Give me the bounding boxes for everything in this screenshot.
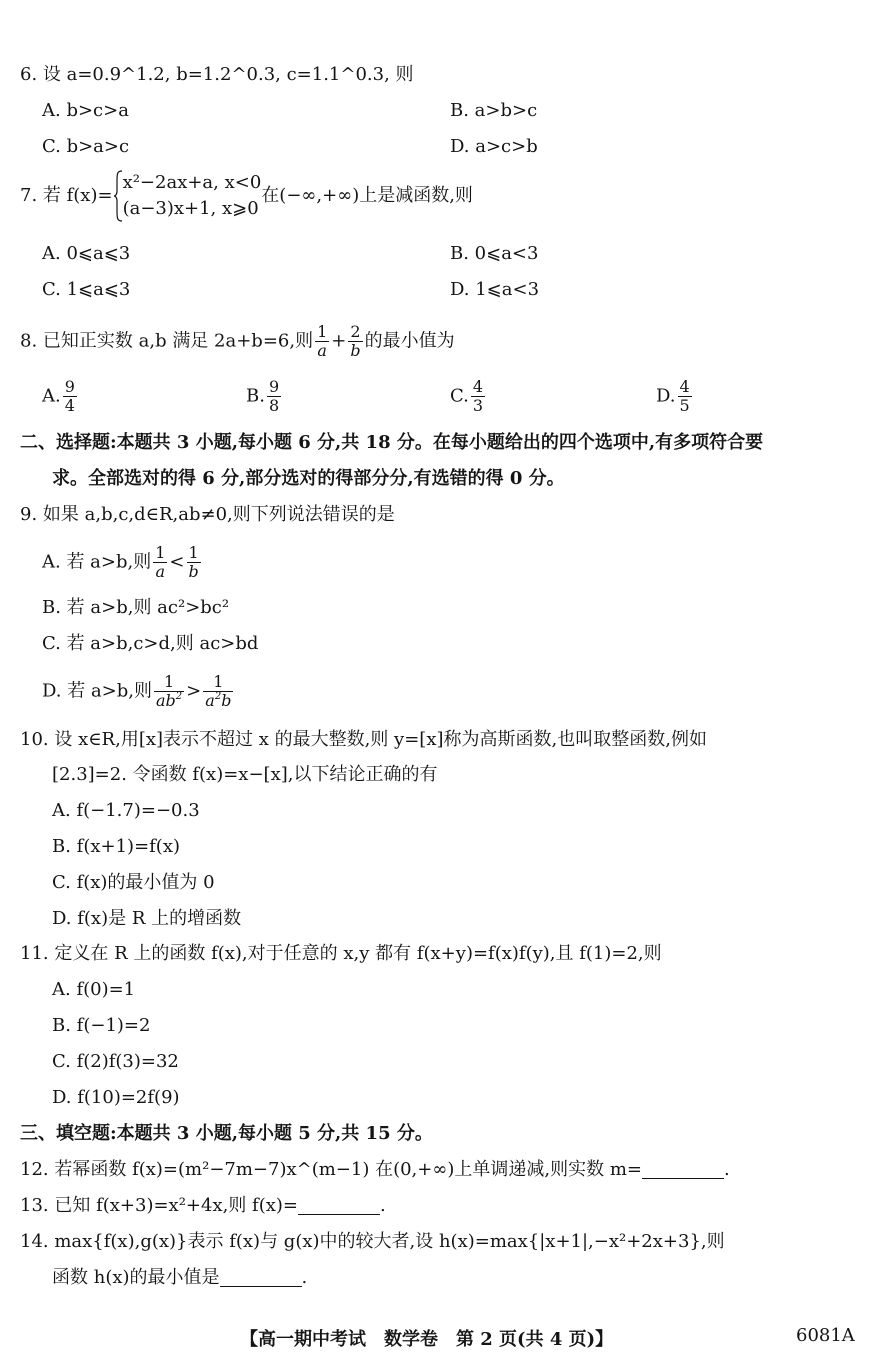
q9-a-frac-1-over-a — [153, 544, 167, 581]
q8-c-num: 4 — [472, 377, 484, 396]
q9-a-f1-den: a — [155, 562, 166, 581]
q8-b-num: 9 — [268, 377, 280, 396]
q9-d-f1-den: $ab^2$ — [156, 691, 183, 710]
q9-d-f2-num: 1 — [203, 673, 233, 692]
q13-answer-blank[interactable] — [298, 1196, 380, 1215]
q8-frac2-num: 2 — [348, 323, 362, 342]
q9-d-frac-1-over-a2b — [203, 673, 233, 710]
q9-option-c: C. 若 a>b,c>d,则 ac>bd — [42, 633, 259, 654]
q12-text: 12. 若幂函数 f(x)=(m²−7m−7)x^(m−1) 在(0,+∞)上单调递减,则实数 m= — [20, 1159, 642, 1180]
q8-d-num: 4 — [679, 377, 690, 396]
q8-a-num: 9 — [64, 377, 75, 396]
q8-plus: + — [331, 330, 347, 352]
q14-stem: 14. max{f(x),g(x)}表示 f(x)与 g(x)中的较大者,设 h(x)=max{|x+1|,−x²+2x+3},则 — [20, 1231, 725, 1252]
section3-heading: 三、填空题:本题共 3 小题,每小题 5 分,共 15 分。 — [20, 1123, 433, 1144]
q8-suffix: 的最小值为 — [364, 330, 455, 352]
q7-case-1: x²−2ax+a, x<0 — [122, 172, 262, 193]
q13-stem — [20, 1193, 386, 1219]
q8-frac1-den: a — [317, 341, 327, 360]
q7-option-d: D. 1⩽a<3 — [450, 279, 540, 300]
q10-stem-cont: [2.3]=2. 令函数 f(x)=x−[x],以下结论正确的有 — [52, 764, 438, 785]
q10-option-a: A. f(−1.7)=−0.3 — [52, 800, 200, 821]
q9-a-frac-1-over-b — [187, 544, 201, 581]
q11-option-c: C. f(2)f(3)=32 — [52, 1051, 179, 1072]
section2-heading: 二、选择题:本题共 3 小题,每小题 6 分,共 18 分。在每小题给出的四个选项中,有多项符合要 — [20, 432, 764, 453]
q8-option-b-label: B. — [246, 385, 265, 407]
q7-suffix: 在(−∞,+∞)上是减函数,则 — [261, 185, 473, 206]
q9-stem: 9. 如果 a,b,c,d∈R,ab≠0,则下列说法错误的是 — [20, 504, 395, 525]
q8-prefix: 8. 已知正实数 a,b 满足 2a+b=6,则 — [20, 330, 314, 352]
q10-option-c: C. f(x)的最小值为 0 — [52, 872, 215, 893]
q11-stem: 11. 定义在 R 上的函数 f(x),对于任意的 x,y 都有 f(x+y)=f(x)f(y),且 f(1)=2,则 — [20, 943, 662, 964]
footer-paper-code: 6081A — [796, 1325, 855, 1346]
footer-page-info: 【高一期中考试 数学卷 第 2 页(共 4 页)】 — [240, 1329, 614, 1350]
q6-option-d: D. a>c>b — [450, 136, 538, 157]
q8-option-c-label: C. — [450, 385, 469, 407]
q8-fraction-2-over-b — [348, 323, 362, 360]
q8-frac1-num: 1 — [317, 322, 328, 341]
q10-stem: 10. 设 x∈R,用[x]表示不超过 x 的最大整数,则 y=[x]称为高斯函数,也叫取整函数,例如 — [20, 729, 707, 750]
q9-a-relation: < — [169, 551, 185, 573]
q9-d-frac-1-over-ab2 — [154, 673, 184, 710]
q9-a-f1-num: 1 — [155, 543, 166, 562]
q9-d-relation: > — [186, 680, 202, 702]
q8-d-den: 5 — [679, 396, 690, 415]
q8-c-den: 3 — [472, 396, 484, 415]
q9-d-f2-den: $a^2b$ — [205, 691, 232, 710]
q12-stem — [20, 1157, 730, 1183]
q6-option-c: C. b>a>c — [42, 136, 130, 157]
q8-option-b — [246, 378, 283, 415]
q8-option-a — [42, 378, 79, 415]
q8-option-b-fraction — [267, 378, 281, 415]
q8-option-a-label: A. — [42, 385, 61, 407]
q13-text: 13. 已知 f(x+3)=x²+4x,则 f(x)= — [20, 1195, 298, 1216]
q6-stem: 6. 设 a=0.9^1.2, b=1.2^0.3, c=1.1^0.3, 则 — [20, 64, 414, 85]
q8-b-den: 8 — [268, 396, 280, 415]
q8-fraction-1-over-a — [315, 323, 329, 360]
q8-option-d — [656, 378, 694, 415]
q7-option-a: A. 0⩽a⩽3 — [42, 243, 131, 264]
q7-option-b: B. 0⩽a<3 — [450, 243, 539, 264]
q10-option-d: D. f(x)是 R 上的增函数 — [52, 908, 242, 929]
q9-option-d — [42, 673, 235, 710]
q8-frac2-den: b — [350, 341, 361, 360]
q14-text: 函数 h(x)的最小值是 — [52, 1267, 220, 1288]
q9-d-f1-num: 1 — [154, 673, 184, 692]
q7-stem — [20, 170, 473, 222]
q9-a-prefix: A. 若 a>b,则 — [42, 551, 152, 573]
q7-piecewise — [123, 170, 262, 222]
section2-heading-cont: 求。全部选对的得 6 分,部分选对的得部分分,有选错的得 0 分。 — [52, 468, 565, 489]
q7-prefix: 7. 若 f(x)= — [20, 185, 113, 206]
q9-a-f2-den: b — [188, 562, 199, 581]
piecewise-brace-icon — [113, 170, 123, 222]
q6-option-a: A. b>c>a — [42, 100, 129, 121]
q6-option-b: B. a>b>c — [450, 100, 538, 121]
q11-option-a: A. f(0)=1 — [52, 979, 136, 1000]
q7-option-c: C. 1⩽a⩽3 — [42, 279, 131, 300]
q8-a-den: 4 — [64, 396, 75, 415]
q14-answer-blank[interactable] — [220, 1268, 302, 1287]
q8-option-d-label: D. — [656, 385, 676, 407]
q7-case-2: (a−3)x+1, x⩾0 — [122, 198, 259, 219]
q14-period: . — [301, 1267, 308, 1288]
q13-period: . — [379, 1195, 386, 1216]
q8-stem — [20, 323, 455, 360]
q11-option-d: D. f(10)=2f(9) — [52, 1087, 180, 1108]
q9-a-f2-num: 1 — [187, 544, 201, 563]
q8-option-c — [450, 378, 487, 415]
q9-d-prefix: D. 若 a>b,则 — [42, 680, 153, 702]
q8-option-a-fraction — [63, 378, 77, 415]
q12-period: . — [723, 1159, 730, 1180]
q8-option-d-fraction — [678, 378, 692, 415]
q12-answer-blank[interactable] — [642, 1160, 724, 1179]
q9-option-a — [42, 544, 203, 581]
q8-option-c-fraction — [471, 378, 485, 415]
q9-option-b: B. 若 a>b,则 ac²>bc² — [42, 597, 230, 618]
q14-stem-cont — [52, 1265, 307, 1291]
q11-option-b: B. f(−1)=2 — [52, 1015, 151, 1036]
q10-option-b: B. f(x+1)=f(x) — [52, 836, 181, 857]
